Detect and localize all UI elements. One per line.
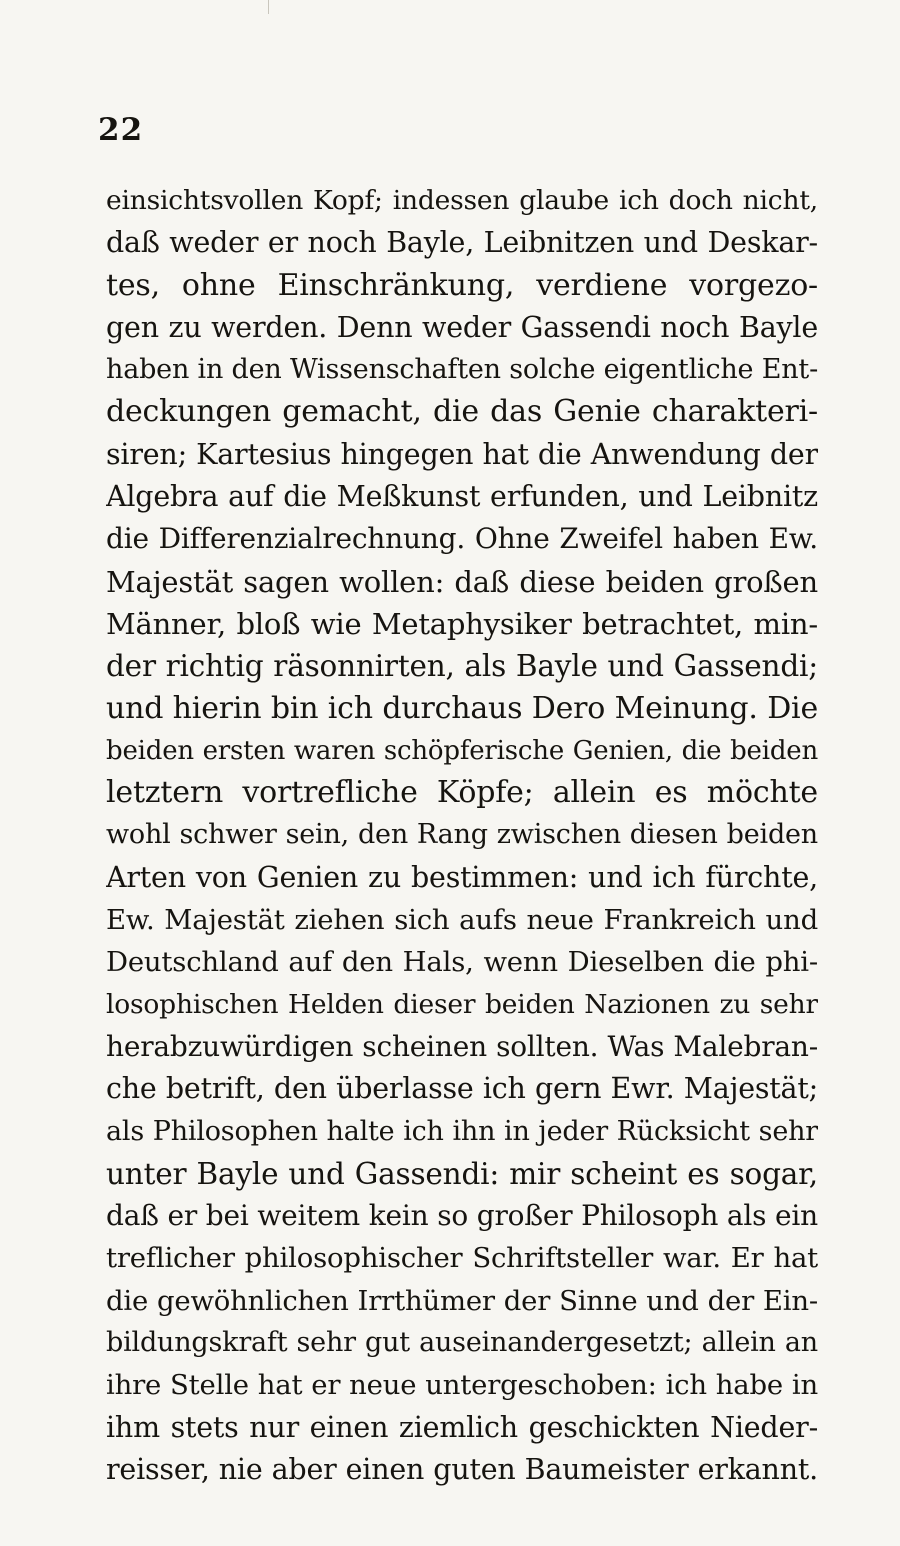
text-line: einsichtsvollen Kopf; indessen glaube ich doch nicht, (106, 185, 818, 216)
text-line: die Differenzialrechnung. Ohne Zweifel haben Ew. (106, 522, 818, 556)
text-line: losophischen Helden dieser beiden Nazionen zu sehr (106, 988, 818, 1020)
text-line: letztern vortrefliche Köpfe; allein es möchte (106, 775, 818, 811)
text-line: unter Bayle und Gassendi: mir scheint es sogar, (106, 1156, 818, 1191)
text-line: und hierin bin ich durchaus Dero Meinung. Die (106, 690, 818, 726)
text-line: daß er bei weitem kein so großer Philosoph als ein (106, 1199, 818, 1233)
text-line: beiden ersten waren schöpferische Genien, die beiden (106, 735, 818, 766)
text-line: der richtig räsonnirten, als Bayle und Gassendi; (106, 649, 818, 684)
text-line: che betrift, den überlasse ich gern Ewr. Majestät; (106, 1072, 818, 1106)
text-line: treflicher philosophischer Schriftsteller war. Er hat (106, 1242, 818, 1275)
text-line: gen zu werden. Denn weder Gassendi noch Bayle (106, 310, 818, 344)
text-line: deckungen gemacht, die das Genie charakteri- (106, 394, 818, 430)
text-line: Ew. Majestät ziehen sich aufs neue Frankreich und (106, 904, 818, 937)
text-line: tes, ohne Einschränkung, verdiene vorgezo- (106, 267, 818, 303)
text-line: die gewöhnlichen Irrthümer der Sinne und der Ein- (106, 1284, 818, 1317)
text-line: bildungskraft sehr gut auseinandergesetzt; allein an (106, 1327, 818, 1359)
text-line: ihm stets nur einen ziemlich geschickten Nieder- (106, 1410, 818, 1444)
page-number: 22 (98, 112, 144, 148)
text-line: Arten von Genien zu bestimmen: und ich fürchte, (106, 860, 818, 894)
text-line: als Philosophen halte ich ihn in jeder Rücksicht sehr (106, 1115, 818, 1147)
text-line: daß weder er noch Bayle, Leibnitzen und Deskar- (106, 226, 818, 260)
text-line: siren; Kartesius hingegen hat die Anwendung der (106, 437, 818, 471)
text-line: Majestät sagen wollen: daß diese beiden großen (106, 564, 818, 599)
text-line: reisser, nie aber einen guten Baumeister erkannt. (106, 1452, 818, 1486)
text-line: Deutschland auf den Hals, wenn Dieselben die phi- (106, 946, 818, 979)
fold-mark (268, 0, 269, 14)
text-line: Männer, bloß wie Metaphysiker betrachtet, min- (106, 606, 818, 641)
text-line: ihre Stelle hat er neue untergeschoben: ich habe in (106, 1369, 818, 1402)
text-line: wohl schwer sein, den Rang zwischen diesen beiden (106, 819, 818, 851)
body-text (106, 180, 818, 1491)
text-line: herabzuwürdigen scheinen sollten. Was Malebran- (106, 1029, 818, 1063)
text-line: Algebra auf die Meßkunst erfunden, und Leibnitz (106, 480, 818, 514)
text-line: haben in den Wissenschaften solche eigentliche Ent- (106, 354, 818, 386)
